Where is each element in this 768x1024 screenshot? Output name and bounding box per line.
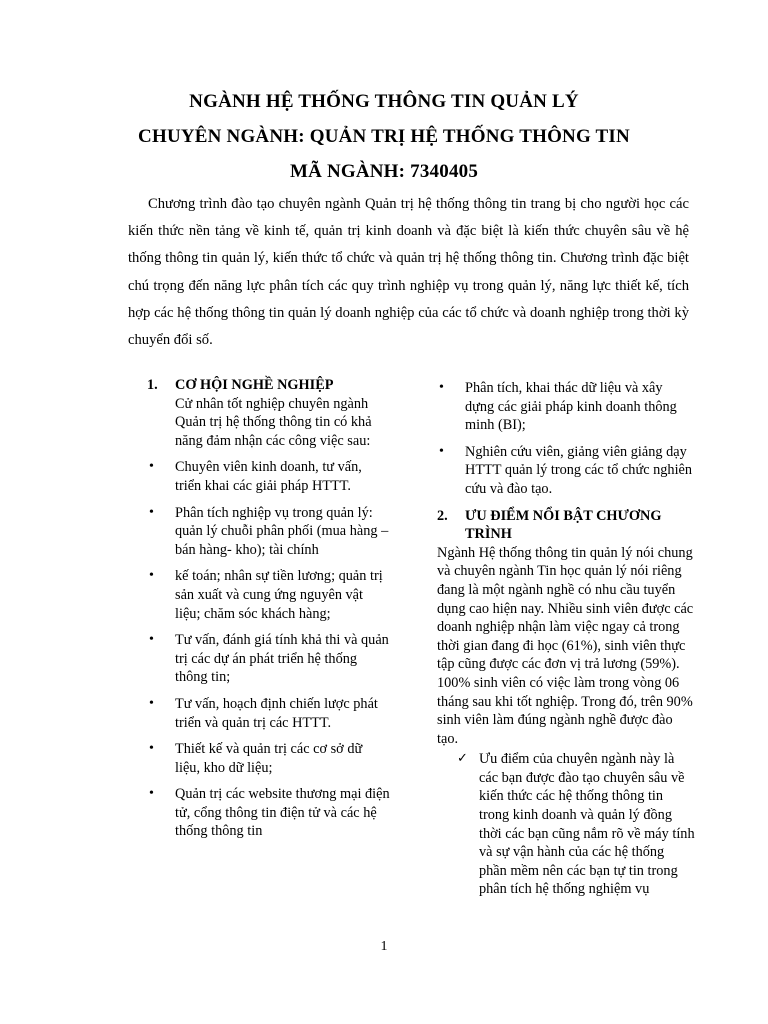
section-1-lead-block xyxy=(175,395,390,451)
section-1-bullet-list xyxy=(147,458,390,841)
bullet-icon: • xyxy=(149,459,154,475)
bullet-icon: • xyxy=(149,695,154,711)
section-2-check-item xyxy=(457,750,695,899)
section-1-number: 1. xyxy=(147,377,158,393)
section-1-heading xyxy=(147,376,390,395)
title-specialization: CHUYÊN NGÀNH: QUẢN TRỊ HỆ THỐNG THÔNG TIN xyxy=(138,126,630,147)
bullet-icon: • xyxy=(149,741,154,757)
bullet-icon: • xyxy=(149,504,154,520)
list-item: • Thiết kế và quản trị các cơ sở dữ liệu, kho dữ liệu; xyxy=(149,741,363,776)
intro-paragraph: Chương trình đào tạo chuyên ngành Quản trị hệ thống thông tin trang bị cho người học các kiến thức nền tảng về kinh tế, quản trị kinh doanh và đặc biệt là kiến thức chuyên sâu về hệ thống thông tin quản lý, kiến thức tổ chức và quản trị hệ thống thông tin. Chương trình đặc biệt chú trọng đến năng lực phân tích các quy trình nghiệp vụ trong quản lý, năng lực thiết kế, tích hợp các hệ thống thông tin quản lý doanh nghiệp của các tổ chức và doanh nghiệp trong thời kỳ chuyển đổi số. xyxy=(128,196,689,349)
list-item: • Quản trị các website thương mại điện tử, cổng thông tin điện tử và các hệ thống thông tin xyxy=(149,786,390,840)
section-1-lead: Cử nhân tốt nghiệp chuyên ngành Quản trị hệ thống thông tin có khả năng đảm nhận các công việc sau: xyxy=(175,395,372,449)
bullet-icon: • xyxy=(149,632,154,648)
checkmark-icon: ✓ xyxy=(457,751,468,767)
section-1-title: CƠ HỘI NGHỀ NGHIỆP xyxy=(175,377,334,393)
section-2-number: 2. xyxy=(437,507,448,524)
left-column xyxy=(147,376,390,841)
section-2-check-text: Ưu điểm của chuyên ngành này là các bạn được đào tạo chuyên sâu về kiến thức các hệ thống thông tin trong kinh doanh và quản lý đồng thời các bạn cũng nắm rõ về máy tính và sự vận hành của các hệ thống phần mềm nên các bạn tự tin trong phân tích hệ thống nghiệm vụ xyxy=(479,751,695,898)
page-number: 1 xyxy=(380,939,388,954)
title-major: NGÀNH HỆ THỐNG THÔNG TIN QUẢN LÝ xyxy=(189,91,579,112)
list-item: • Tư vấn, hoạch định chiến lược phát triển và quản trị các HTTT. xyxy=(149,695,378,731)
right-column xyxy=(437,376,695,899)
list-item: • Chuyên viên kinh doanh, tư vấn, triển khai các giải pháp HTTT. xyxy=(149,459,362,494)
section-1-continued-list xyxy=(437,379,695,499)
list-item: • Tư vấn, đánh giá tính khả thi và quản trị các dự án phát triển hệ thống thông tin; xyxy=(149,632,389,686)
bullet-icon: • xyxy=(149,786,154,802)
list-item: • Phân tích, khai thác dữ liệu và xây dựng các giải pháp kinh doanh thông minh (BI); xyxy=(439,380,677,434)
section-2-body: Ngành Hệ thống thông tin quản lý nói chung và chuyên ngành Tin học quản lý nói riêng đang là một ngành nghề có nhu cầu tuyển dụng cao hiện nay. Nhiều sinh viên được các doanh nghiệp nhận làm việc ngay cả trong thời gian đang đi học (61%), sinh viên thực tập cũng được các đơn vị trả lương (59%). 100% sinh viên có việc làm trong vòng 06 tháng sau khi tốt nghiệp. Trong đó, trên 90% sinh viên làm đúng ngành nghề được đào tạo. xyxy=(437,544,694,747)
list-item: • Nghiên cứu viên, giảng viên giảng dạy HTTT quản lý trong các tổ chức nghiên cứu và đào tạo. xyxy=(439,443,693,497)
section-2-heading xyxy=(437,507,695,544)
section-2-title: ƯU ĐIỂM NỔI BẬT CHƯƠNG TRÌNH xyxy=(465,507,662,543)
bullet-icon: • xyxy=(439,380,444,395)
bullet-icon: • xyxy=(149,568,154,584)
bullet-icon: • xyxy=(439,443,444,459)
list-item: • kế toán; nhân sự tiền lương; quản trị sản xuất và cung ứng nguyên vật liệu; chăm sóc khách hàng; xyxy=(149,568,383,622)
title-major-code: MÃ NGÀNH: 7340405 xyxy=(289,161,479,182)
title-block xyxy=(0,84,768,189)
list-item: • Phân tích nghiệp vụ trong quản lý: quản lý chuỗi phân phối (mua hàng – bán hàng- kho); tài chính xyxy=(149,504,389,558)
